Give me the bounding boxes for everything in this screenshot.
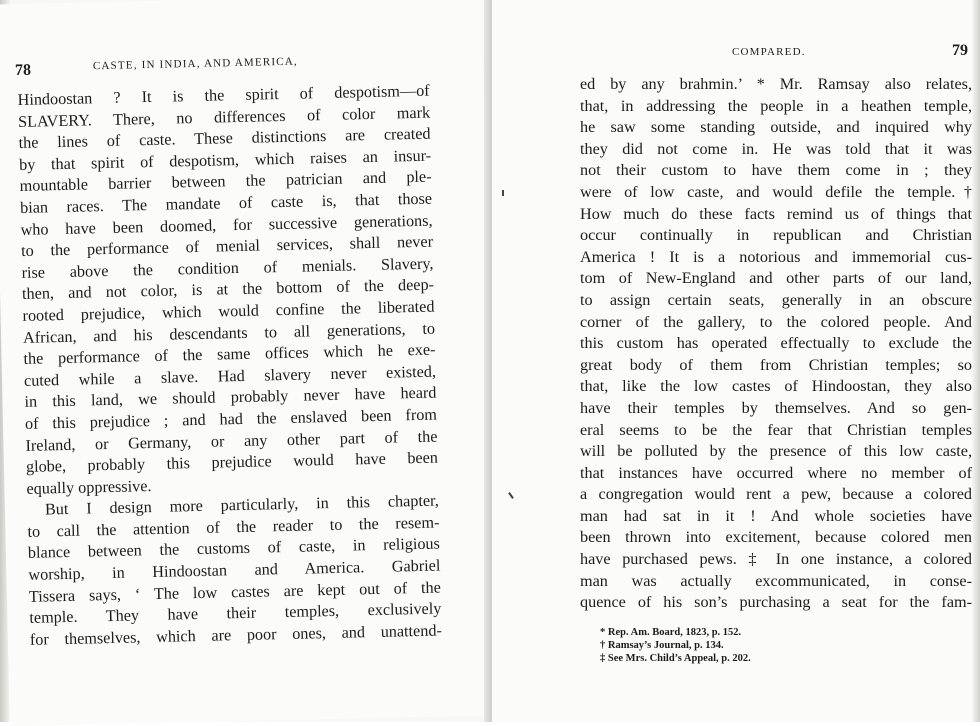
text-line: been thrown into excitement, because colored men [580,528,972,547]
text-line: the performance of the same offices which he exe- [23,340,436,369]
text-line: who have been doomed, for successive generations, [20,211,433,239]
text-line: this custom has operated effectually to exclude the [580,334,972,353]
right-page-body [580,74,972,614]
text-line: that, like the low castes of Hindoostan, they also [580,377,972,396]
text-line: mountable barrier between the patrician and ple- [19,167,432,196]
right-running-head: COMPARED. [732,46,806,58]
text-line: a congregation would rent a pew, because a colored [580,485,972,504]
text-line: blance between the customs of caste, in religious [27,534,441,563]
text-line: bian races. The mandate of caste is, that those [19,189,433,217]
text-line: How much do these facts remind us of things that [580,204,972,223]
footnote: ‡ See Mrs. Child’s Appeal, p. 202. [600,653,751,664]
text-line: occur continually in republican and Christian [580,226,972,245]
text-line: have purchased pews. ‡ In one instance, a colored [580,550,972,569]
text-line: Tissera says, ‘ The low castes are kept out of the [28,578,442,606]
text-line: rooted prejudice, which would confine the liberated [22,297,435,325]
text-line: they did not come in. He was told that it was [580,139,972,158]
text-line: to assign certain seats, generally in an obscure [580,290,972,309]
left-running-head: CASTE, IN INDIA, AND AMERICA, [92,55,299,73]
text-line: to the performance of menial services, shall never [20,232,434,261]
text-line: eral seems to be the fear that Christian temples [580,420,972,439]
left-page-number: 78 [14,61,32,80]
text-line: not their custom to have them come in ; they [580,161,972,180]
left-page-body [17,81,442,652]
text-line: will be polluted by the presence of this low caste, [580,442,972,461]
text-line: then, and not color, is at the bottom of the deep- [21,275,435,304]
text-line: were of low caste, and would defile the temple.† [580,182,972,201]
text-line: quence of his son’s purchasing a seat for the fam- [580,593,972,612]
text-line: ed by any brahmin.’ * Mr. Ramsay also relates, [580,75,972,93]
text-line: man was actually excommunicated, in conse- [580,571,972,590]
right-page-number: 79 [952,42,968,59]
text-line: in this land, we should probably never have heard [24,383,437,412]
text-line: he saw some standing outside, and inquired why [580,118,972,137]
text-line: that instances have occurred where no member of [580,463,972,482]
text-line: temple. They have their temples, exclusively [29,599,442,628]
text-line: that, in addressing the people in a heathen temple, [580,96,972,115]
text-line: have their temples by themselves. And so gen- [580,398,972,417]
text-line: for themselves, which are poor ones, and unattend- [29,621,443,649]
text-line: rise above the condition of menials. Slavery, [21,254,434,282]
text-line: America ! It is a notorious and immemorial cus- [580,247,972,266]
text-line: by that spirit of despotism, which raises an insur- [18,146,432,174]
text-line: corner of the gallery, to the colored people. And [580,312,972,331]
text-line: cuted while a slave. Had slavery never existed, [23,362,437,390]
text-line: globe, probably this prejudice would have been [25,448,439,476]
text-line: equally oppressive. [26,476,152,498]
text-line: man had sat in it ! And whole societies have [580,506,972,525]
text-line: worship, in Hindoostan and America. Gabriel [28,556,441,584]
text-line: of this prejudice ; and had the enslaved been from [24,405,438,433]
right-page-edge [972,0,980,722]
right-page [492,0,980,722]
footnotes [600,626,751,665]
footnote: † Ramsay’s Journal, p. 134. [600,640,724,651]
text-line: great body of them from Christian temples; so [580,355,972,374]
footnote: * Rep. Am. Board, 1823, p. 152. [600,627,742,638]
scan-speck [508,492,514,499]
text-line: the lines of caste. These distinctions are created [18,124,431,153]
text-line: tom of New-England and other parts of our land, [580,269,972,288]
text-line: Ireland, or Germany, or any other part of the [25,427,438,455]
text-line: African, and his descendants to all generations, to [22,319,436,347]
text-line: SLAVERY. There, no differences of color mark [17,103,431,131]
text-line: to call the attention of the reader to the resem- [27,513,440,541]
text-line: Hindoostan ? It is the spirit of despotism—of [17,81,430,109]
text-line: But I design more particularly, in this chapter, [44,491,440,519]
scan-speck [502,190,504,196]
